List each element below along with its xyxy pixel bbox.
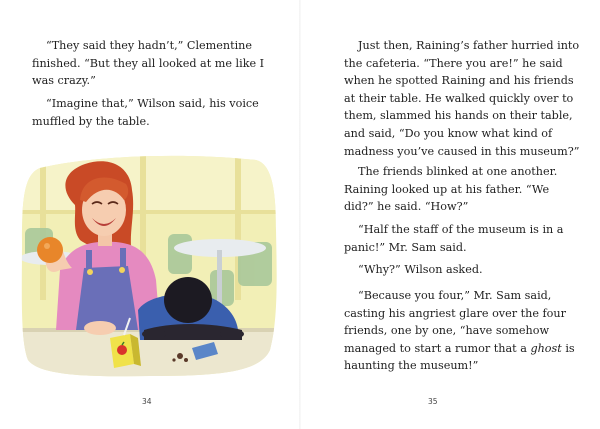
- boy-head: [164, 277, 212, 323]
- orange-fruit: [37, 237, 63, 263]
- right-page: [300, 0, 600, 429]
- right-paragraph-3: “Half the staff of the museum is in a panic!” Mr. Sam said.: [344, 223, 564, 254]
- left-paragraph-2: “Imagine that,” Wilson said, his voice muffled by the table.: [32, 97, 259, 128]
- right-paragraph-5-end: is haunting the museum!”: [344, 341, 575, 373]
- cafeteria-illustration: [20, 150, 278, 378]
- right-paragraph-1: Just then, Raining’s father hurried into the cafeteria. “There you are!” he said when he spotted Raining and his friends at their table. He walked quickly over to them, slammed his hands on their table, and said, “Do you know what kind of madness you’ve caused in this museum?”: [344, 39, 580, 158]
- page-number-left: 34: [142, 397, 152, 406]
- emphasized-word: ghost: [530, 341, 562, 355]
- right-paragraph-5: [344, 287, 582, 375]
- window-frame: [40, 150, 46, 300]
- page-number-right: 35: [428, 397, 438, 406]
- right-paragraph-5-start: “Because you four,” Mr. Sam said, casting his angriest glare over the four friends, one by one, “have somehow managed to start a rumor that a: [344, 289, 566, 355]
- right-paragraph-4: “Why?” Wilson asked.: [358, 263, 483, 276]
- left-paragraph-1: “They said they hadn’t,” Clementine finished. “But they all looked at me like I was crazy.”: [32, 39, 265, 88]
- right-paragraph-2: The friends blinked at one another. Raining looked up at his father. “We did?” he said. “How?”: [344, 165, 558, 214]
